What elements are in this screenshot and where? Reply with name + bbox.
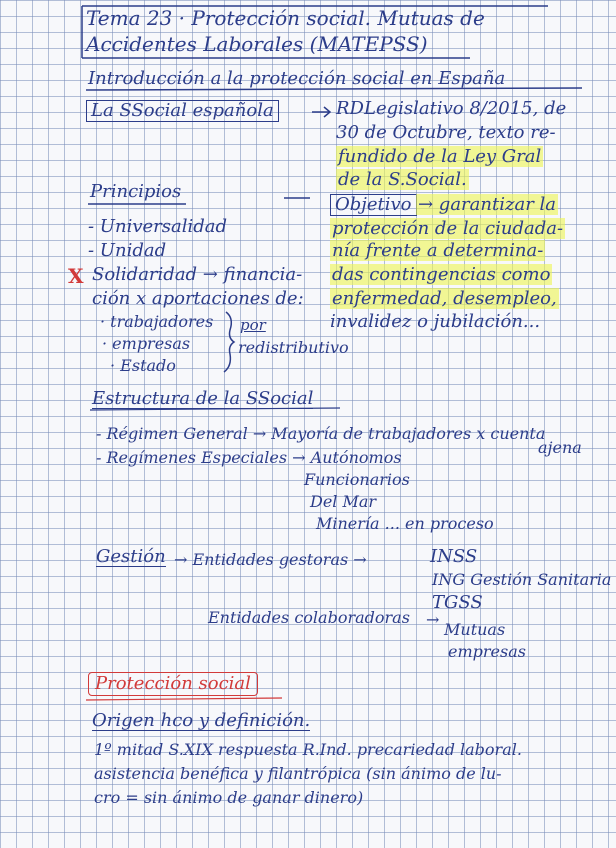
principle-unidad: - Unidad <box>88 240 167 261</box>
rd-line-2: 30 de Octubre, texto re- <box>336 122 556 143</box>
aportante-estado: · Estado <box>110 356 176 375</box>
regimen-general: - Régimen General → Mayoría de trabajadores x cuenta <box>96 424 546 443</box>
objetivo-label: Objetivo <box>330 194 417 216</box>
gestora-inss: INSS <box>430 546 478 567</box>
origen-heading: Origen hco y definición. <box>92 710 311 731</box>
objetivo-line-1-text: → garantizar la <box>418 194 557 215</box>
solidaridad-line-2: ción x aportaciones de: <box>92 288 304 309</box>
objetivo-line-6: invalidez o jubilación... <box>330 311 541 332</box>
aportante-empresas: · empresas <box>102 334 191 353</box>
rd-line-1: RDLegislativo 8/2015, de <box>336 98 567 119</box>
gestora-ingesa: ING Gestión Sanitaria <box>432 570 612 589</box>
origen-line-1: 1º mitad S.XIX respuesta R.Ind. precariedad laboral. <box>94 740 522 759</box>
page-title: Tema 23 · Protección social. Mutuas de <box>86 6 485 30</box>
intro-underline <box>86 88 582 90</box>
ss-label: La SSocial española <box>86 100 279 122</box>
gestion-label: Gestión <box>96 546 166 567</box>
estructura-underline <box>90 408 340 410</box>
redistributivo-label: redistributivo <box>238 338 349 357</box>
title-box-line <box>82 6 548 58</box>
objetivo-line-3-text: nía frente a determina- <box>332 240 544 261</box>
x-mark-icon: X <box>68 264 84 288</box>
origen-line-2: asistencia benéfica y filantrópica (sin ánimo de lu- <box>94 764 502 783</box>
especial-mar: Del Mar <box>310 492 377 511</box>
brace-icon <box>224 312 234 372</box>
objetivo-line-5-text: enfermedad, desempleo, <box>332 288 557 309</box>
page-title-line2: Accidentes Laborales (MATEPSS) <box>86 32 428 56</box>
especial-mineria: Minería ... en proceso <box>316 514 494 533</box>
gestora-tgss: TGSS <box>432 592 483 613</box>
entidades-colaboradoras: Entidades colaboradoras <box>208 608 410 627</box>
colaboradoras-arrow: → <box>426 610 440 629</box>
regimenes-especiales: - Regímenes Especiales → Autónomos <box>96 448 402 467</box>
regimen-general-ajena: ajena <box>538 438 582 457</box>
solidaridad-line-1: Solidaridad → financia- <box>92 264 303 285</box>
objetivo-line-4-text: das contingencias como <box>332 264 551 285</box>
origen-line-3: cro = sin ánimo de ganar dinero) <box>94 788 364 807</box>
proteccion-underline <box>86 698 282 700</box>
estructura-heading: Estructura de la SSocial <box>92 388 314 409</box>
principios-label: Principios <box>90 181 182 202</box>
arrow-icon <box>312 107 330 117</box>
aportante-trabajadores: · trabajadores <box>100 312 214 331</box>
principle-universalidad: - Universalidad <box>88 216 228 237</box>
proteccion-heading: Protección social <box>88 672 258 696</box>
rd-line-3-text: fundido de la Ley Gral <box>338 146 542 167</box>
objetivo-line-2-text: protección de la ciudada- <box>332 218 564 239</box>
por-label: por <box>240 316 266 334</box>
colaboradora-empresas: empresas <box>448 642 526 661</box>
especial-funcionarios: Funcionarios <box>304 470 410 489</box>
colaboradora-mutuas: Mutuas <box>444 620 506 639</box>
rd-line-4-text: de la S.Social. <box>338 169 467 190</box>
entidades-gestoras: → Entidades gestoras → <box>174 550 367 569</box>
intro-heading: Introducción a la protección social en España <box>88 68 506 89</box>
